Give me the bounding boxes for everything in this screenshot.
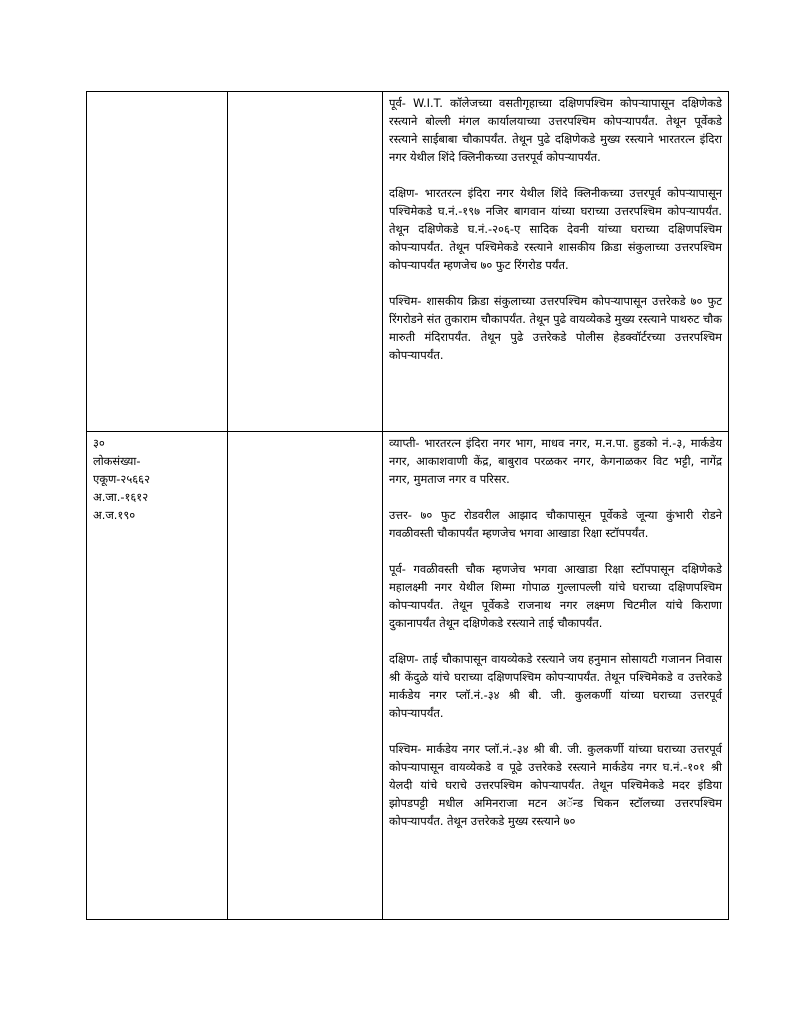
ward-number: ३०: [93, 436, 105, 450]
table-row: [87, 432, 729, 920]
population-st: अ.ज.१९०: [93, 508, 136, 522]
boundary-west: पश्चिम- शासकीय क्रिडा संकुलाच्या उत्तरपश्चिम कोपऱ्यापासून उत्तरेकडे ७० फुट रिंगरोडने संत तुकाराम चौकापर्यंत. तेथून पुढे वायव्येकडे मुख्य रस्त्याने पाथरुट चौक मारुती मंदिरापर्यंत. तेथून पुढे उत्तरेकडे पोलीस हेडक्वॉर्टरच्या उत्तरपश्चिम कोपऱ्यापर्यंत.: [389, 294, 722, 362]
ward-boundary-table: [86, 91, 729, 920]
ward-info-cell: [87, 92, 228, 432]
boundary-north: उत्तर- ७० फुट रोडवरील आझाद चौकापासून पूर्वेकडे जून्या कुंभारी रोडने गवळीवस्ती चौकापर्यंत म्हणजेच भगवा आखाडा रिक्षा स्टॉपपर्यंत.: [389, 508, 722, 540]
population-label: लोकसंख्या-: [93, 454, 141, 468]
boundary-description-cell: [383, 432, 729, 920]
empty-cell: [228, 432, 383, 920]
ward-info-cell: [87, 432, 228, 920]
boundary-extent: व्याप्ती- भारतरत्न इंदिरा नगर भाग, माधव नगर, म.न.पा. हुडको नं.-३, मार्कडेय नगर, आकाशवाणी केंद्र, बाबुराव परळकर नगर, केगनाळकर विट भट्टी, नागेंद्र नगर, मुमताज नगर व परिसर.: [389, 436, 722, 486]
table-row: [87, 92, 729, 432]
boundary-south: दक्षिण- ताई चौकापासून वायव्येकडे रस्त्याने जय हनुमान सोसायटी गजानन निवास श्री केंदुळे यांचे घराच्या दक्षिणपश्चिम कोपऱ्यापर्यंत. तेथून पश्चिमेकडे व उत्तरेकडे मार्कडेय नगर प्लॉ.नं.-३४ श्री बी. जी. कुलकर्णी यांच्या घराच्या उत्तरपूर्व कोपऱ्यापर्यंत.: [389, 652, 722, 720]
population-sc: अ.जा.-१६१२: [93, 490, 149, 504]
boundary-east: पूर्व- W.I.T. कॉलेजच्या वसतीगृहाच्या दक्षिणपश्चिम कोपऱ्यापासून दक्षिणेकडे रस्त्याने बोल्ली मंगल कार्यालयाच्या उत्तरपश्चिम कोपऱ्यापर्यंत. तेथून पूर्वेकडे रस्त्याने साईबाबा चौकापर्यंत. तेथून पुढे दक्षिणेकडे मुख्य रस्त्याने भारतरत्न इंदिरा नगर येथील शिंदे क्लिनीकच्या उत्तरपूर्व कोपऱ्यापर्यंत.: [389, 96, 722, 164]
empty-cell: [228, 92, 383, 432]
population-total: एकूण-२५६६२: [93, 472, 151, 486]
boundary-west: पश्चिम- मार्कडेय नगर प्लॉ.नं.-३४ श्री बी. जी. कुलकर्णी यांच्या घराच्या उत्तरपूर्व कोपऱ्यापासून वायव्येकडे व पूढे उत्तरेकडे रस्त्याने मार्कडेय नगर घ.नं.-१०१ श्री येलदी यांचे घराचे उत्तरपश्चिम कोपऱ्यापर्यंत. तेथून पश्चिमेकडे मदर इंडिया झोपडपट्टी मधील अमिनराजा मटन अॅन्ड चिकन स्टॉलच्या उत्तरपश्चिम कोपऱ्यापर्यंत. तेथून उत्तरेकडे मुख्य रस्त्याने ७०: [389, 742, 722, 828]
boundary-south: दक्षिण- भारतरत्न इंदिरा नगर येथील शिंदे क्लिनीकच्या उत्तरपूर्व कोपऱ्यापासून पश्चिमेकडे घ.नं.-१९७ नजिर बागवान यांच्या घराच्या उत्तरपश्चिम कोपऱ्यापर्यंत. तेथून दक्षिणेकडे घ.नं.-२०६-ए सादिक देवनी यांच्या घराच्या दक्षिणपश्चिम कोपऱ्यापर्यंत. तेथून पश्चिमेकडे रस्त्याने शासकीय क्रिडा संकुलाच्या उत्तरपश्चिम कोपऱ्यापर्यंत म्हणजेच ७० फुट रिंगरोड पर्यंत.: [389, 186, 722, 272]
boundary-description-cell: [383, 92, 729, 432]
boundary-east: पूर्व- गवळीवस्ती चौक म्हणजेच भगवा आखाडा रिक्षा स्टॉपपासून दक्षिणेकडे महालक्ष्मी नगर येथील शिम्मा गोपाळ गुल्लापल्ली यांचे घराच्या दक्षिणपश्चिम कोपऱ्यापर्यंत. तेथून पूर्वेकडे राजनाथ नगर लक्ष्मण चिटमील यांचे किराणा दुकानापर्यंत तेथून दक्षिणेकडे रस्त्याने ताई चौकापर्यंत.: [389, 562, 722, 630]
